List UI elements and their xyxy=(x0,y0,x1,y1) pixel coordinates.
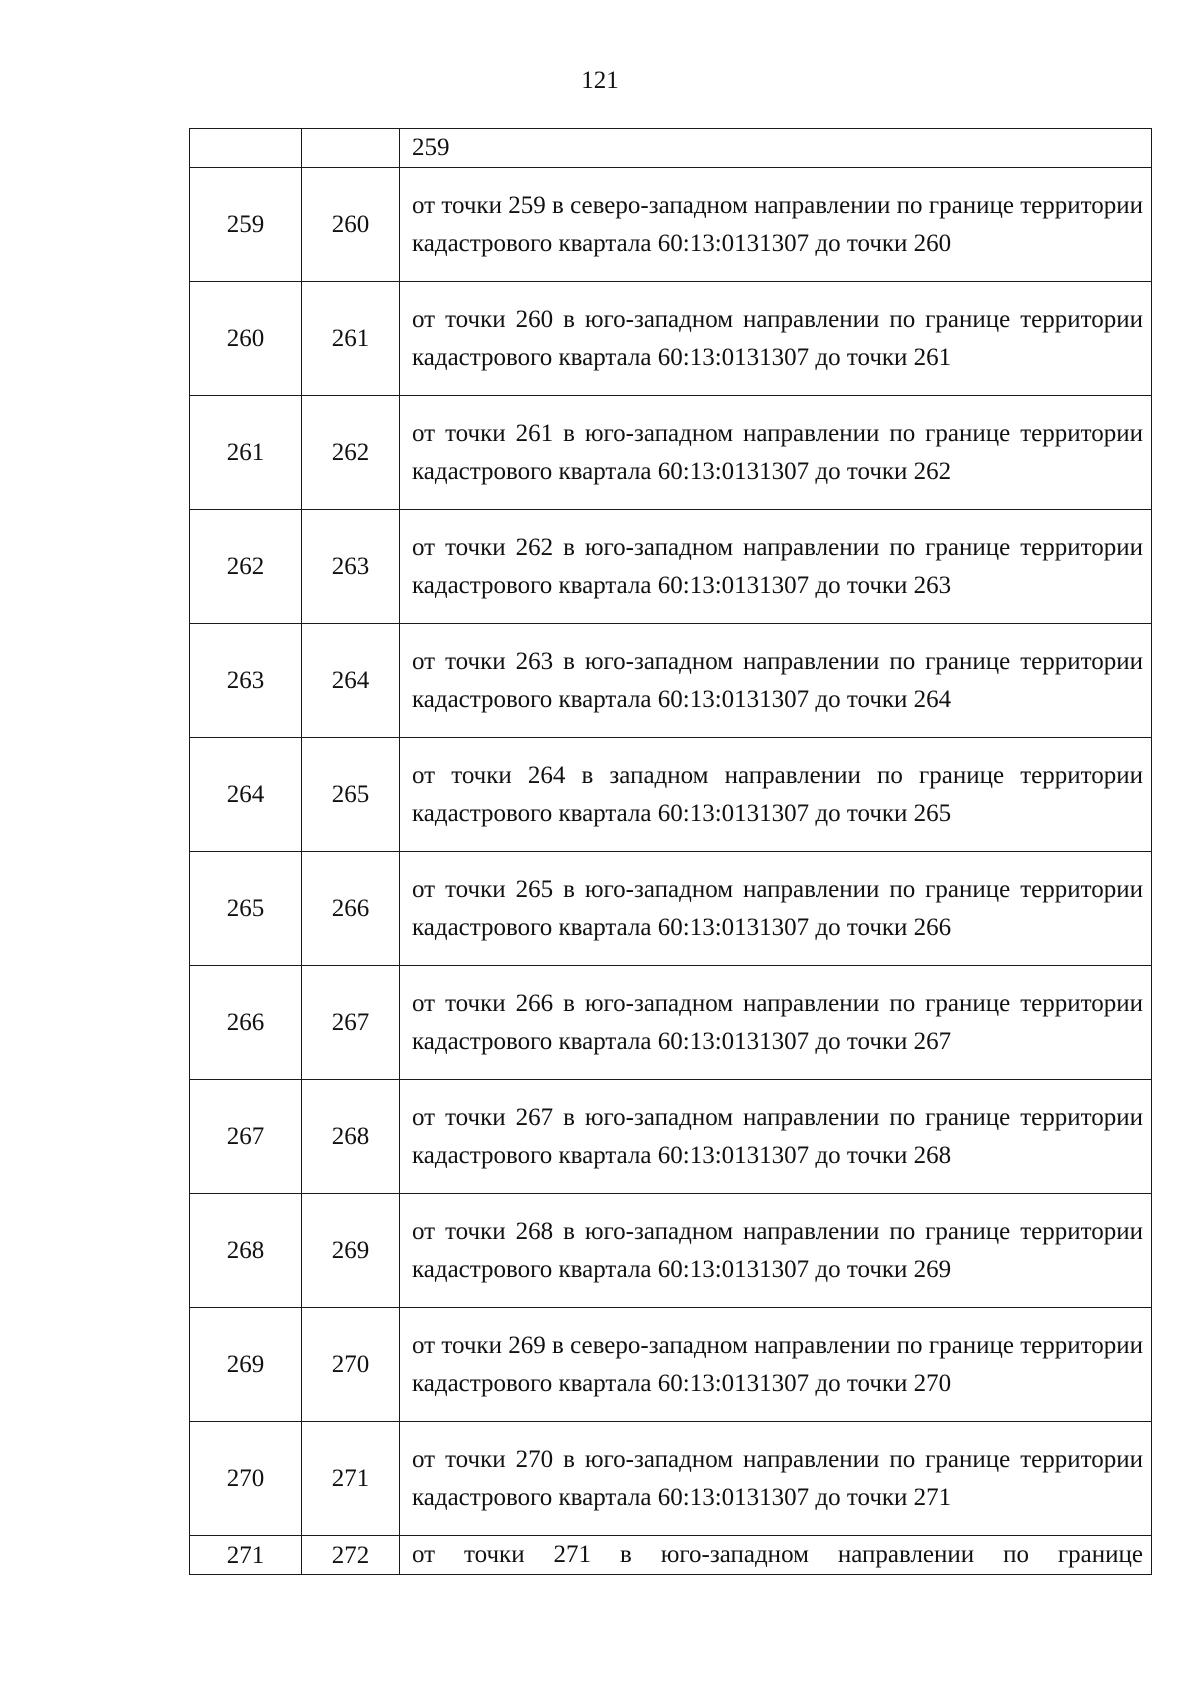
to-point-cell: 263 xyxy=(302,510,400,624)
to-point-cell: 269 xyxy=(302,1194,400,1308)
table-row xyxy=(190,510,1152,624)
from-point-cell: 263 xyxy=(190,624,302,738)
to-point-cell: 261 xyxy=(302,282,400,396)
table-row xyxy=(190,966,1152,1080)
from-point-cell: 262 xyxy=(190,510,302,624)
boundary-description-cell: от точки 260 в юго-западном направлении по границе территории кадастрового квартала 60:13:0131307 до точки 261 xyxy=(400,282,1152,396)
to-point-cell: 267 xyxy=(302,966,400,1080)
to-point-cell xyxy=(302,129,400,168)
boundary-description-cell: от точки 267 в юго-западном направлении по границе территории кадастрового квартала 60:13:0131307 до точки 268 xyxy=(400,1080,1152,1194)
from-point-cell: 259 xyxy=(190,168,302,282)
table-row-continuation xyxy=(190,129,1152,168)
to-point-cell: 268 xyxy=(302,1080,400,1194)
table-row xyxy=(190,1080,1152,1194)
boundary-description-cell: от точки 262 в юго-западном направлении по границе территории кадастрового квартала 60:13:0131307 до точки 263 xyxy=(400,510,1152,624)
boundary-description-cell: от точки 269 в северо-западном направлении по границе территории кадастрового квартала 60:13:0131307 до точки 270 xyxy=(400,1308,1152,1422)
table-row xyxy=(190,168,1152,282)
to-point-cell: 264 xyxy=(302,624,400,738)
from-point-cell: 271 xyxy=(190,1536,302,1575)
boundary-description-cell: от точки 270 в юго-западном направлении по границе территории кадастрового квартала 60:13:0131307 до точки 271 xyxy=(400,1422,1152,1536)
table-row xyxy=(190,624,1152,738)
boundary-description-cell: от точки 263 в юго-западном направлении по границе территории кадастрового квартала 60:13:0131307 до точки 264 xyxy=(400,624,1152,738)
table-row-partial xyxy=(190,1536,1152,1575)
boundary-description-cell: от точки 259 в северо-западном направлении по границе территории кадастрового квартала 60:13:0131307 до точки 260 xyxy=(400,168,1152,282)
boundary-points-table xyxy=(189,128,1152,1575)
from-point-cell xyxy=(190,129,302,168)
boundary-description-cell: от точки 265 в юго-западном направлении по границе территории кадастрового квартала 60:13:0131307 до точки 266 xyxy=(400,852,1152,966)
to-point-cell: 260 xyxy=(302,168,400,282)
from-point-cell: 260 xyxy=(190,282,302,396)
table-row xyxy=(190,282,1152,396)
boundary-description-cell: 259 xyxy=(400,129,1152,168)
to-point-cell: 265 xyxy=(302,738,400,852)
from-point-cell: 269 xyxy=(190,1308,302,1422)
from-point-cell: 267 xyxy=(190,1080,302,1194)
from-point-cell: 266 xyxy=(190,966,302,1080)
page-number: 121 xyxy=(581,67,619,94)
boundary-description-cell: от точки 261 в юго-западном направлении по границе территории кадастрового квартала 60:13:0131307 до точки 262 xyxy=(400,396,1152,510)
table-row xyxy=(190,1308,1152,1422)
table-row xyxy=(190,396,1152,510)
from-point-cell: 268 xyxy=(190,1194,302,1308)
to-point-cell: 266 xyxy=(302,852,400,966)
boundary-description-cell: от точки 266 в юго-западном направлении по границе территории кадастрового квартала 60:13:0131307 до точки 267 xyxy=(400,966,1152,1080)
table-row xyxy=(190,852,1152,966)
table-row xyxy=(190,1194,1152,1308)
table-row xyxy=(190,1422,1152,1536)
table-row xyxy=(190,738,1152,852)
boundary-description-cell: от точки 264 в западном направлении по границе территории кадастрового квартала 60:13:0131307 до точки 265 xyxy=(400,738,1152,852)
to-point-cell: 271 xyxy=(302,1422,400,1536)
to-point-cell: 270 xyxy=(302,1308,400,1422)
to-point-cell: 272 xyxy=(302,1536,400,1575)
boundary-description-cell: от точки 268 в юго-западном направлении по границе территории кадастрового квартала 60:13:0131307 до точки 269 xyxy=(400,1194,1152,1308)
boundary-description-cell: от точки 271 в юго-западном направлении по границе xyxy=(400,1536,1152,1575)
from-point-cell: 270 xyxy=(190,1422,302,1536)
from-point-cell: 261 xyxy=(190,396,302,510)
from-point-cell: 265 xyxy=(190,852,302,966)
to-point-cell: 262 xyxy=(302,396,400,510)
from-point-cell: 264 xyxy=(190,738,302,852)
